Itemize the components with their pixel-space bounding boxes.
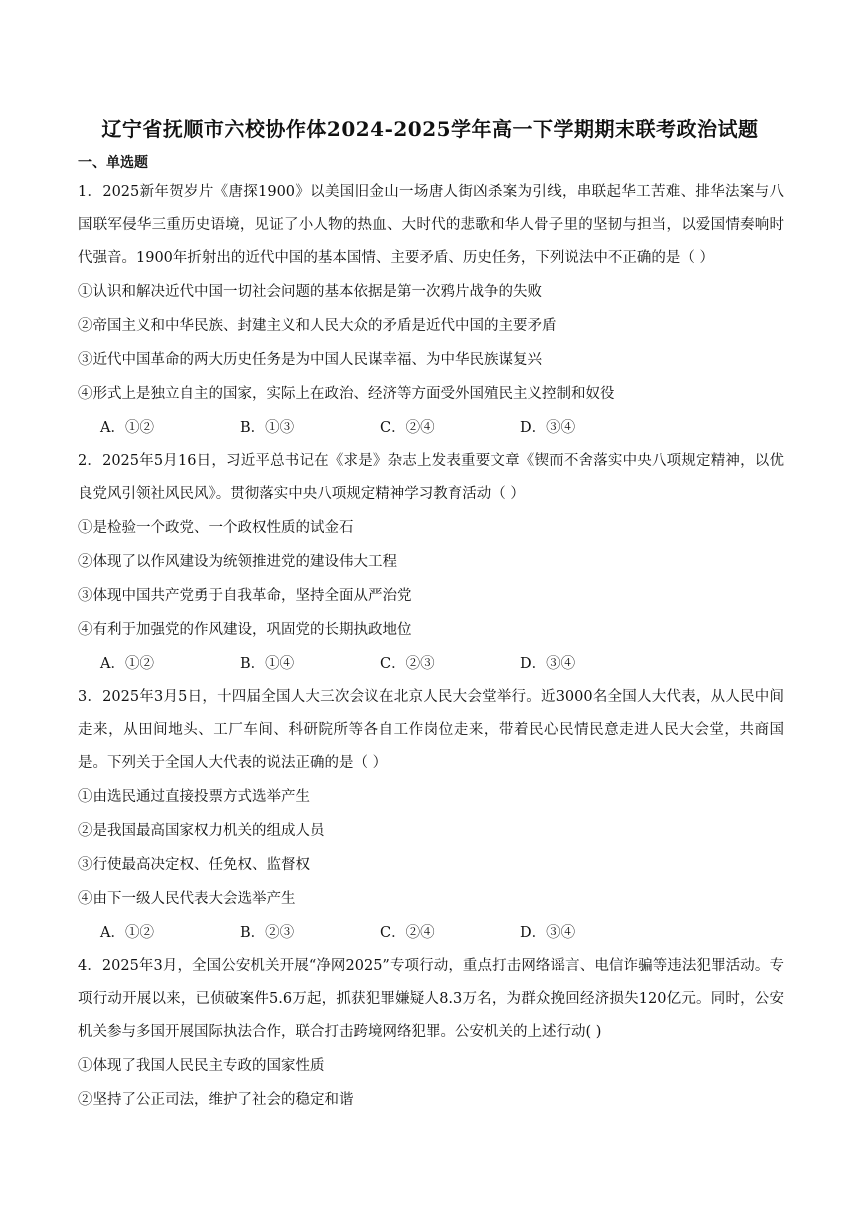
page-title: 辽宁省抚顺市六校协作体2024-2025学年高一下学期期末联考政治试题 [101,117,759,141]
answer-options [78,647,784,681]
answer-option: D．③④ [520,656,576,672]
question-list [78,176,784,1117]
statement: ③行使最高决定权、任免权、监督权 [78,857,310,873]
statement: ③近代中国革命的两大历史任务是为中国人民谋幸福、为中华民族谋复兴 [78,352,542,368]
question [78,681,784,950]
answer-option: B．②③ [240,925,295,941]
answer-option: B．①④ [240,656,295,672]
answer-option: A．①② [100,656,154,672]
statement: ①体现了我国人民民主专政的国家性质 [78,1058,325,1074]
statement: ②坚持了公正司法，维护了社会的稳定和谐 [78,1092,354,1108]
statement: ①是检验一个政党、一个政权性质的试金石 [78,520,354,536]
answer-options [78,411,784,445]
answer-options [78,916,784,950]
answer-option: D．③④ [520,925,576,941]
section-heading: 一、单选题 [78,155,148,171]
statement: ②帝国主义和中华民族、封建主义和人民大众的矛盾是近代中国的主要矛盾 [78,318,557,334]
question [78,176,784,445]
statement: ④有利于加强党的作风建设，巩固党的长期执政地位 [78,622,412,638]
question-text: 4．2025年3月，全国公安机关开展“净网2025”专项行动，重点打击网络谣言、电信诈骗等违法犯罪活动。专项行动开展以来，已侦破案件5.6万起，抓获犯罪嫌疑人8.3万名，为群众挽回经济损失120亿元。同时，公安机关参与多国开展国际执法合作，联合打击跨境网络犯罪。公安机关的上述行动( ) [78,958,784,1040]
answer-option: D．③④ [520,420,576,436]
answer-option: C．②③ [380,656,435,672]
statement: ④由下一级人民代表大会选举产生 [78,891,296,907]
statement: ③体现中国共产党勇于自我革命，坚持全面从严治党 [78,588,412,604]
answer-option: B．①③ [240,420,295,436]
statement: ②是我国最高国家权力机关的组成人员 [78,823,325,839]
question-text: 2．2025年5月16日，习近平总书记在《求是》杂志上发表重要文章《锲而不舍落实中央八项规定精神，以优良党风引领社风民风》。贯彻落实中央八项规定精神学习教育活动（ ） [78,453,784,502]
question [78,445,784,681]
answer-option: C．②④ [380,420,435,436]
answer-option: A．①② [100,420,154,436]
statement: ①由选民通过直接投票方式选举产生 [78,789,310,805]
answer-option: C．②④ [380,925,435,941]
question-text: 1．2025新年贺岁片《唐探1900》以美国旧金山一场唐人街凶杀案为引线，串联起华工苦难、排华法案与八国联军侵华三重历史语境，见证了小人物的热血、大时代的悲歌和华人骨子里的坚韧与担当，以爱国情奏响时代强音。1900年折射出的近代中国的基本国情、主要矛盾、历史任务，下列说法中不正确的是（ ） [78,184,784,266]
answer-option: A．①② [100,925,154,941]
statement: ②体现了以作风建设为统领推进党的建设伟大工程 [78,554,397,570]
question-text: 3．2025年3月5日，十四届全国人大三次会议在北京人民大会堂举行。近3000名全国人大代表，从人民中间走来，从田间地头、工厂车间、科研院所等各自工作岗位走来，带着民心民情民意走进人民大会堂，共商国是。下列关于全国人大代表的说法正确的是（ ） [78,689,784,771]
question [78,950,784,1117]
statement: ①认识和解决近代中国一切社会问题的基本依据是第一次鸦片战争的失败 [78,284,542,300]
statement: ④形式上是独立自主的国家，实际上在政治、经济等方面受外国殖民主义控制和奴役 [78,386,615,402]
